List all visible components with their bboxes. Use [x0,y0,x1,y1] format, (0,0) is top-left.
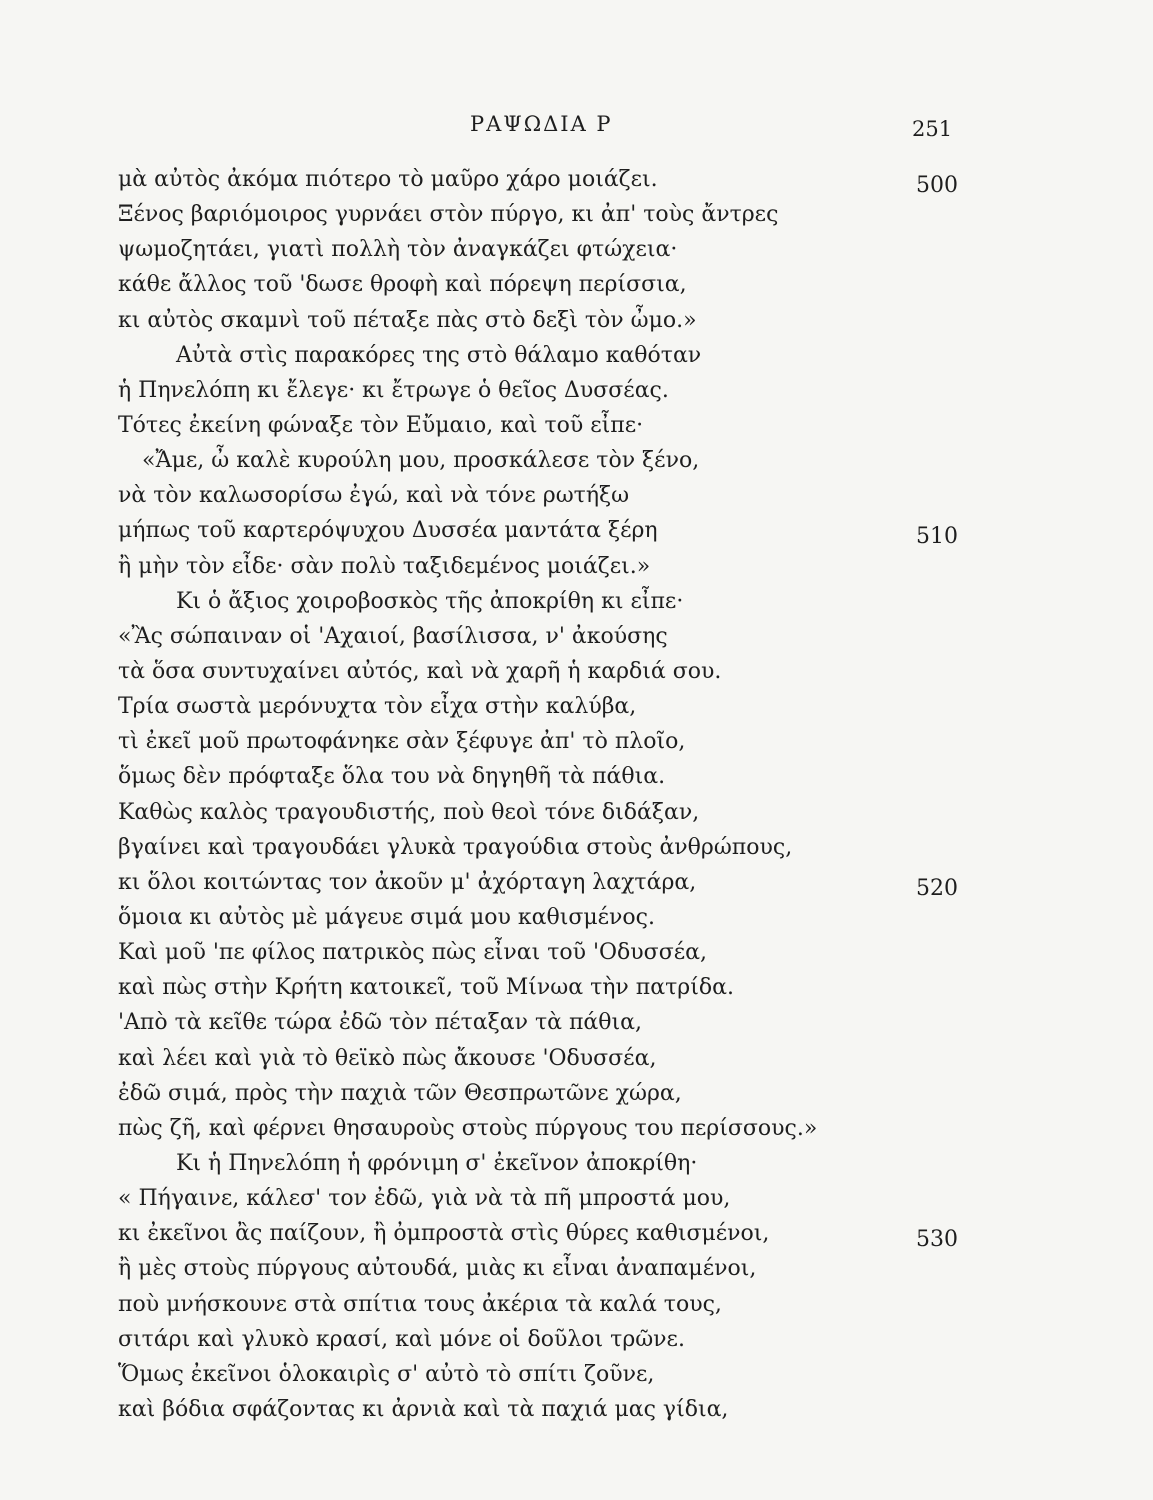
verse-line [118,654,978,689]
verse-line-number: 510 [916,524,958,550]
verse-text: κι ἐκεῖνοι ἂς παίζουν, ἢ ὀμπροστὰ στὶς θύρες καθισμένοι, [118,1221,770,1247]
verse-text: Ὅμως ἐκεῖνοι ὁλοκαιρὶς σ' αὐτὸ τὸ σπίτι ζοῦνε, [118,1361,655,1387]
verse-line [118,408,978,443]
verse-text: ἢ μὲς στοὺς πύργους αὐτουδά, μιὰς κι εἶναι ἀναπαμένοι, [118,1256,757,1282]
verse-text: σιτάρι καὶ γλυκὸ κρασί, καὶ μόνε οἱ δοῦλοι τρῶνε. [118,1326,685,1352]
verse-text: ἡ Πηνελόπη κι ἔλεγε· κι ἔτρωγε ὁ θεῖος Δυσσέας. [118,377,669,403]
verse-text: «Ἄμε, ὦ καλὲ κυρούλη μου, προσκάλεσε τὸν ξένο, [142,448,700,474]
verse-text: κάθε ἄλλος τοῦ 'δωσε θροφὴ καὶ πόρεψη περίσσια, [118,272,687,298]
verse-text: Κι ὁ ἄξιος χοιροβοσκὸς τῆς ἀποκρίθη κι εἶπε· [176,588,684,614]
verse-line [118,1251,978,1286]
verse-text: πὼς ζῆ, καὶ φέρνει θησαυροὺς στοὺς πύργους του περίσσους.» [118,1115,818,1141]
verse-text: Ξένος βαριόμοιρος γυρνάει στὸν πύργο, κι ἀπ' τοὺς ἄντρες [118,202,779,228]
verse-text: βγαίνει καὶ τραγουδάει γλυκὰ τραγούδια στοὺς ἀνθρώπους, [118,834,793,860]
verse-line [118,1216,978,1251]
verse-line [118,513,978,548]
verse-line-number: 520 [916,875,958,901]
verse-line [118,1111,978,1146]
verse-line [118,267,978,302]
verse-text: Τότες ἐκείνη φώναξε τὸν Εὔμαιο, καὶ τοῦ εἶπε· [118,412,644,438]
verse-line [118,1076,978,1111]
verse-text: μήπως τοῦ καρτερόψυχου Δυσσέα μαντάτα ξέρη [118,518,658,544]
verse-line [118,1392,978,1427]
verse-line [118,1357,978,1392]
verse-line [118,1181,978,1216]
verse-line [118,478,978,513]
verse-text: Καθὼς καλὸς τραγουδιστής, ποὺ θεοὶ τόνε διδάξαν, [118,799,700,825]
verse-text: μὰ αὐτὸς ἀκόμα πιότερο τὸ μαῦρο χάρο μοιάζει. [118,167,658,192]
verse-text: νὰ τὸν καλωσορίσω ἐγώ, καὶ νὰ τόνε ρωτήξω [118,483,630,509]
verse-line [118,1287,978,1322]
verse-text: ὅμοια κι αὐτὸς μὲ μάγευε σιμά μου καθισμένος. [118,904,655,930]
running-header-title: ΡΑΨΩΔΙΑ Ρ [470,112,613,136]
verse-line [118,303,978,338]
verse-line [118,1005,978,1040]
verse-text: καὶ πὼς στὴν Κρήτη κατοικεῖ, τοῦ Μίνωα τὴν πατρίδα. [118,975,734,1001]
verse-line [118,865,978,900]
verse-text: τὶ ἐκεῖ μοῦ πρωτοφάνηκε σὰν ξέφυγε ἀπ' τὸ πλοῖο, [118,729,686,755]
verse-line [118,443,978,478]
verse-text: καὶ λέει καὶ γιὰ τὸ θεϊκὸ πὼς ἄκουσε 'Οδυσσέα, [118,1045,657,1071]
verse-text: Κι ἡ Πηνελόπη ἡ φρόνιμη σ' ἐκεῖνον ἀποκρίθη· [176,1150,698,1176]
verse-line-number: 500 [916,173,958,198]
verse-line [118,970,978,1005]
page-number: 251 [912,117,953,141]
verse-line [118,900,978,935]
verse-line [118,795,978,830]
verse-line [118,619,978,654]
verse-text: «Ἂς σώπαιναν οἱ 'Αχαιοί, βασίλισσα, ν' ἀκούσης [118,623,668,649]
verse-text: ποὺ μνήσκουνε στὰ σπίτια τους ἀκέρια τὰ καλά τους, [118,1291,722,1317]
verse-text: καὶ βόδια σφάζοντας κι ἀρνιὰ καὶ τὰ παχιά μας γίδια, [118,1396,729,1422]
verse-text: Αὐτὰ στὶς παρακόρες της στὸ θάλαμο καθόταν [176,342,702,368]
verse-line [118,759,978,794]
verse-text: ἐδῶ σιμά, πρὸς τὴν παχιὰ τῶν Θεσπρωτῶνε χώρα, [118,1080,682,1106]
verse-text: ὅμως δὲν πρόφταξε ὅλα του νὰ δηγηθῆ τὰ πάθια. [118,764,666,790]
verse-line [118,1041,978,1076]
verse-line [118,1146,978,1181]
verse-text: κι αὐτὸς σκαμνὶ τοῦ πέταξε πὰς στὸ δεξὶ τὸν ὦμο.» [118,307,697,333]
verse-line [118,724,978,759]
verse-line [118,197,978,232]
verse-line [118,1322,978,1357]
verse-line [118,549,978,584]
verse-text: « Πήγαινε, κάλεσ' τον ἐδῶ, γιὰ νὰ τὰ πῆ μπροστά μου, [118,1186,731,1212]
verse-line [118,373,978,408]
verse-text: Τρία σωστὰ μερόνυχτα τὸν εἶχα στὴν καλύβα, [118,694,637,720]
verse-text: κι ὅλοι κοιτώντας τον ἀκοῦν μ' ἀχόρταγη λαχτάρα, [118,869,697,895]
verse-text: Καὶ μοῦ 'πε φίλος πατρικὸς πὼς εἶναι τοῦ 'Οδυσσέα, [118,940,707,966]
verse-text: τὰ ὅσα συντυχαίνει αὐτός, καὶ νὰ χαρῆ ἡ καρδιά σου. [118,658,722,684]
verse-text: ψωμοζητάει, γιατὶ πολλὴ τὸν ἀναγκάζει φτώχεια· [118,237,678,263]
verse-line-number: 530 [916,1227,958,1253]
verse-line [118,232,978,267]
verse-text: 'Απὸ τὰ κεῖθε τώρα ἐδῶ τὸν πέταξαν τὰ πάθια, [118,1010,643,1036]
verse-text: ἢ μὴν τὸν εἶδε· σὰν πολὺ ταξιδεμένος μοιάζει.» [118,553,651,579]
verse-line [118,162,978,197]
verse-line [118,935,978,970]
verse-list [118,162,978,1427]
verse-line [118,584,978,619]
verse-line [118,830,978,865]
verse-line [118,689,978,724]
verse-line [118,338,978,373]
